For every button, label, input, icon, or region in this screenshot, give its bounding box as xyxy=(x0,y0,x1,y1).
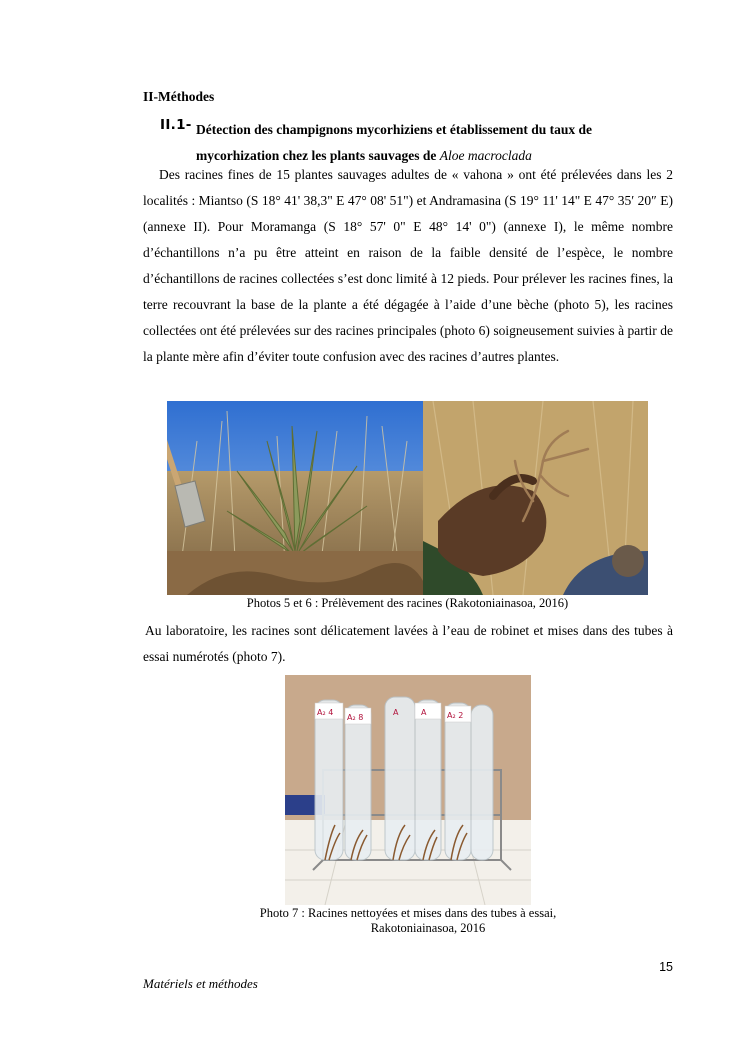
tube-label: A xyxy=(421,708,427,717)
paragraph-text: Des racines fines de 15 plantes sauvages adultes de « vahona » ont été prélevées dans les 2 localités : Miantso (S 18° 41' 38,3" E 47° 08' 51") et Andramasina (S 19° 11' 14" E 47° 35′ 20″ E) (annexe II). Pour Moramanga (S 18° 57' 0" E 48° 14' 0") (annexe I), le même nombre d’échantillons n’a pu être atteint en raison de la faible densité de l’espèce, le nombre d’échantillons de racines collectées s’est donc limité à 12 pieds. Pour prélever les racines fines, la terre recouvrant la base de la plante a été dégagée à l’aide d’une bèche (photo 5), les racines collectées ont été prélevées sur des racines principales (photo 6) soigneusement suivies à partir de la plante mère afin d’éviter toute confusion avec des racines d’autres plantes. xyxy=(143,167,673,364)
page-number: 15 xyxy=(659,960,673,974)
subsection-title xyxy=(196,117,666,168)
photo-7-caption-line2: Rakotoniainasoa, 2016 xyxy=(370,921,486,935)
tube-label: A xyxy=(393,708,399,717)
paragraph-laboratory xyxy=(143,618,673,670)
photos-5-6-caption: Photos 5 et 6 : Prélèvement des racines (Rakotoniainasoa, 2016) xyxy=(246,596,569,610)
subsection-number: II.1- xyxy=(160,117,192,133)
photo-7-caption xyxy=(220,906,596,936)
species-name: Aloe macroclada xyxy=(439,147,532,163)
photo-5-aloe-plant xyxy=(167,401,423,595)
tube-label: A₂ 2 xyxy=(447,711,464,720)
photo-7-caption-line1: Photo 7 : Racines nettoyées et mises dans des tubes à essai, xyxy=(259,906,557,920)
tube-label: A₂ 4 xyxy=(317,708,334,717)
section-title: II-Méthodes xyxy=(143,89,215,104)
paragraph-text: Au laboratoire, les racines sont délicatement lavées à l’eau de robinet et mises dans des tubes à essai numérotés (photo 7). xyxy=(143,623,673,664)
subsection-title-line2: mycorhization chez les plants sauvages de xyxy=(196,147,440,163)
photo-6-roots-in-hand xyxy=(423,401,648,595)
photo-7-test-tubes xyxy=(285,675,531,905)
tube-label: A₂ 8 xyxy=(347,713,364,722)
subsection-title-line1: Détection des champignons mycorhiziens et établissement du taux de xyxy=(196,122,592,137)
paragraph-sampling xyxy=(143,162,673,370)
footer-chapter-title: Matériels et méthodes xyxy=(143,976,258,991)
